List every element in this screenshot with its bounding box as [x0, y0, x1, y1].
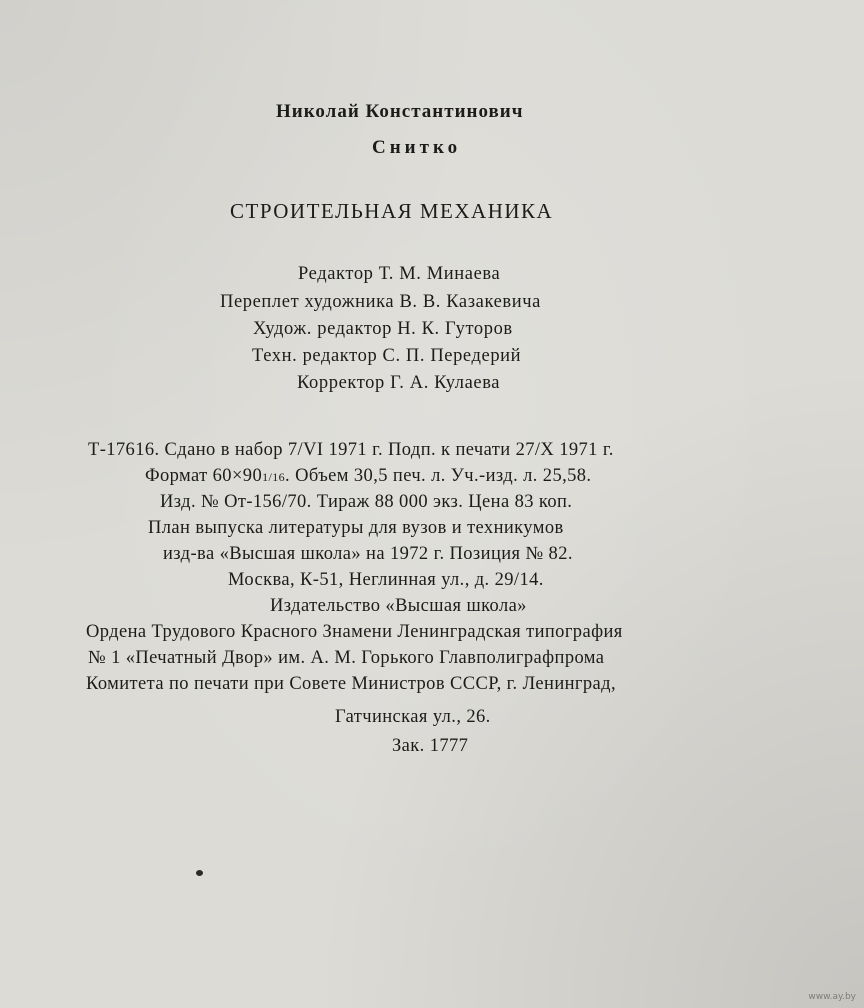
credit-editor: Редактор Т. М. Минаева: [298, 264, 501, 284]
imprint-line-5: изд-ва «Высшая школа» на 1972 г. Позиция № 82.: [163, 544, 573, 564]
imprint-order-number: Зак. 1777: [392, 736, 469, 756]
imprint-line-6: Москва, К-51, Неглинная ул., д. 29/14.: [228, 570, 544, 590]
author-surname: Снитко: [372, 137, 462, 158]
ink-speck: [196, 870, 203, 876]
watermark: www.ay.by: [808, 992, 856, 1002]
imprint-line-8: Ордена Трудового Красного Знамени Ленинградская типография: [86, 622, 623, 642]
imprint-line-4: План выпуска литературы для вузов и техникумов: [148, 518, 564, 538]
imprint-format-line: [145, 464, 591, 489]
credit-proofreader: Корректор Г. А. Кулаева: [297, 373, 501, 393]
author-name: Николай Константинович: [276, 101, 524, 122]
credit-tech-editor: Техн. редактор С. П. Передерий: [252, 346, 522, 366]
imprint-line-9: № 1 «Печатный Двор» им. А. М. Горького Главполиграфпрома: [88, 648, 605, 668]
credit-binding-artist: Переплет художника В. В. Казакевича: [220, 292, 541, 312]
imprint-publisher: Издательство «Высшая школа»: [270, 596, 527, 616]
imprint-line-1: Т-17616. Сдано в набор 7/VI 1971 г. Подп. к печати 27/X 1971 г.: [88, 440, 614, 460]
imprint-format-fraction: 1/16: [262, 470, 286, 484]
imprint-address: Гатчинская ул., 26.: [335, 707, 491, 727]
imprint-format-prefix: Формат 60×90: [145, 466, 263, 486]
imprint-format-suffix: . Объем 30,5 печ. л. Уч.-изд. л. 25,58.: [285, 466, 592, 486]
imprint-line-3: Изд. № От-156/70. Тираж 88 000 экз. Цена 83 коп.: [160, 492, 573, 512]
credit-art-editor: Худож. редактор Н. К. Гуторов: [253, 319, 513, 339]
book-title: СТРОИТЕЛЬНАЯ МЕХАНИКА: [230, 199, 554, 223]
imprint-line-10: Комитета по печати при Совете Министров СССР, г. Ленинград,: [86, 674, 617, 694]
